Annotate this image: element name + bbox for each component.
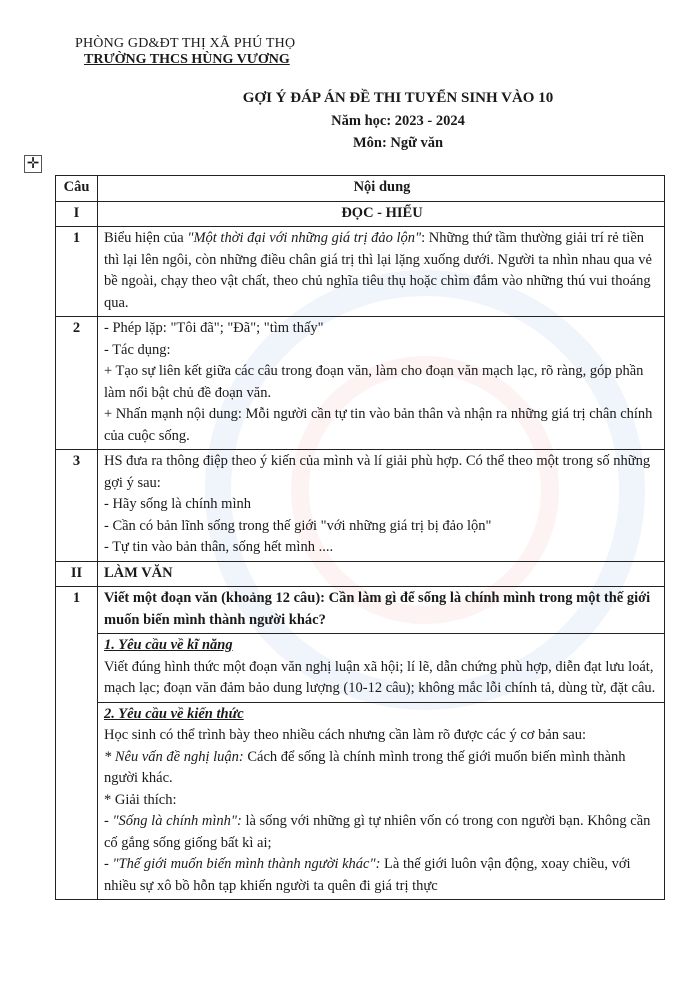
answer-line: Viết đúng hình thức một đoạn văn nghị luận xã hội; lí lẽ, dẫn chứng phù hợp, diễn đạt lưu loát, mạch lạc; đoạn văn đảm bảo dung lượng (10-12 câu); không mắc lỗi chính tả, dùng từ, đặt câu.	[104, 658, 656, 696]
move-cross-icon[interactable]: ✛	[24, 155, 42, 173]
answer-line: - Tự tin vào bản thân, sống hết mình ....	[104, 539, 334, 555]
quote-text: - "Sống là chính mình":	[104, 813, 242, 829]
quote-text: - "Thế giới muốn biến mình thành người khác":	[104, 856, 381, 872]
section-row	[56, 561, 665, 587]
knowledge-heading: 2. Yêu cầu về kiến thức	[104, 705, 244, 722]
answer-cell	[98, 317, 665, 450]
answer-line: - Tác dụng:	[104, 341, 171, 358]
answer-line	[104, 854, 660, 897]
answer-line: - Phép lặp: "Tôi đã"; "Đã"; "tìm thấy"	[104, 320, 324, 336]
school-name: TRƯỜNG THCS HÙNG VƯƠNG	[84, 52, 290, 67]
answer-text: Biểu hiện của	[104, 230, 188, 246]
section-title: LÀM VĂN	[98, 561, 665, 587]
table-row	[56, 227, 665, 317]
answer-cell	[98, 450, 665, 562]
answer-line: HS đưa ra thông điệp theo ý kiến của mình và lí giải phù hợp. Có thể theo một trong số những gợi ý sau:	[104, 453, 651, 491]
document-title: GỢI Ý ĐÁP ÁN ĐỀ THI TUYỂN SINH VÀO 10	[242, 90, 554, 106]
answer-text: : Những thứ tầm thường giải trí rẻ tiền thì lại lên ngôi, còn những điều chân giá trị thì lại lặng xuống dưới. Người ta nhìn nhau qua vẻ bề ngoài, chạy theo vật chất, theo chủ nghĩa tiêu thụ hoặc chìm đắm vào những thú vui thoáng qua.	[104, 230, 652, 311]
skill-heading: 1. Yêu cầu về kĩ năng	[104, 637, 233, 653]
section-number: I	[56, 201, 98, 227]
table-row	[56, 587, 665, 634]
section-row	[56, 201, 665, 227]
question-number: 3	[56, 450, 98, 562]
answer-line	[104, 811, 660, 854]
answer-cell	[98, 702, 665, 900]
answer-table	[55, 175, 665, 900]
school-year: Năm học: 2023 - 2024	[331, 113, 465, 129]
question-number: 1	[56, 227, 98, 317]
issue-label: * Nêu vấn đề nghị luận:	[104, 748, 244, 765]
question-number: 1	[56, 587, 98, 900]
subject: Môn: Ngữ văn	[352, 135, 444, 151]
writing-prompt: Viết một đoạn văn (khoảng 12 câu): Cần làm gì để sống là chính mình trong một thế giới muốn biến mình thành người khác?	[98, 587, 665, 634]
answer-cell	[98, 227, 665, 317]
answer-line: - Cần có bản lĩnh sống trong thế giới "với những giá trị bị đảo lộn"	[104, 517, 492, 534]
table-row	[56, 702, 665, 900]
explain-label: * Giải thích:	[104, 791, 177, 808]
table-row	[56, 317, 665, 450]
department-name: PHÒNG GD&ĐT THỊ XÃ PHÚ THỌ	[75, 36, 296, 51]
question-number: 2	[56, 317, 98, 450]
answer-line: Học sinh có thể trình bày theo nhiều cách nhưng cần làm rõ được các ý cơ bản sau:	[104, 727, 587, 743]
answer-cell	[98, 634, 665, 703]
answer-text: Là thế giới luôn vận động, xoay chiều, với nhiều sự xô bồ hỗn tạp khiến người ta quên đi giá trị thực	[104, 856, 631, 894]
quote-text: "Một thời đại với những giá trị đảo lộn"	[187, 230, 422, 246]
table-header-row	[56, 176, 665, 202]
answer-line	[104, 747, 660, 790]
answer-text: là sống với những gì tự nhiên vốn có trong con người bạn. Không cần cố gắng sống giống bất kì ai;	[104, 813, 651, 851]
answer-line: + Tạo sự liên kết giữa các câu trong đoạn văn, làm cho đoạn văn mạch lạc, rõ ràng, góp phần làm nổi bật chủ đề đoạn văn.	[104, 363, 644, 401]
header-noi-dung: Nội dung	[98, 176, 665, 202]
header-cau: Câu	[56, 176, 98, 202]
answer-text: Cách để sống là chính mình trong thế giới muốn biến mình thành người khác.	[104, 748, 626, 786]
section-number: II	[56, 561, 98, 587]
table-row	[56, 450, 665, 562]
table-row	[56, 634, 665, 703]
answer-line: - Hãy sống là chính mình	[104, 496, 251, 512]
section-title: ĐỌC - HIỂU	[98, 201, 665, 227]
answer-line: + Nhấn mạnh nội dung: Mỗi người cần tự tin vào bản thân và nhận ra những giá trị chân chính của cuộc sống.	[104, 406, 653, 444]
